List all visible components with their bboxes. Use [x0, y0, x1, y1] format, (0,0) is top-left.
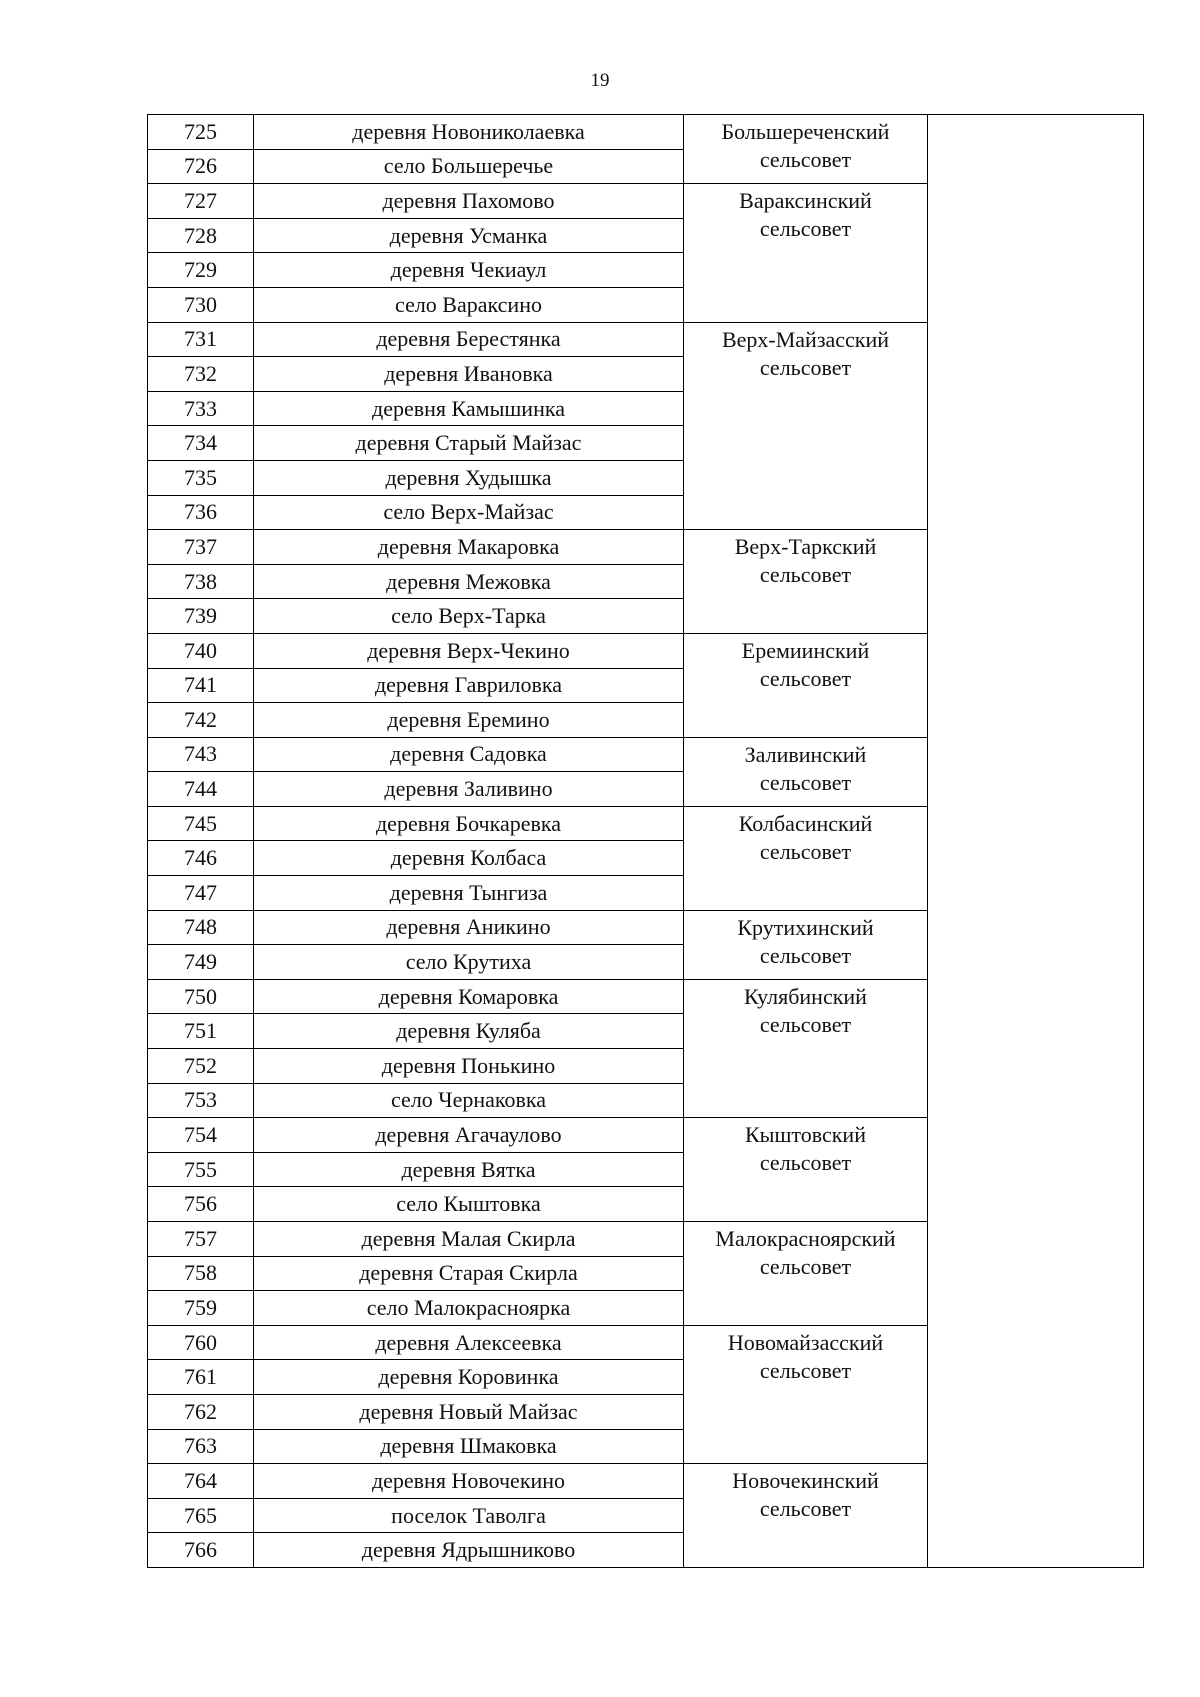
settlement-name: деревня Понькино: [254, 1049, 684, 1084]
council-name-line: Большереченский: [721, 119, 890, 144]
settlement-name: село Малокрасноярка: [254, 1291, 684, 1326]
settlement-name: деревня Тынгиза: [254, 876, 684, 911]
settlement-name: деревня Старый Майзас: [254, 426, 684, 461]
settlement-name: деревня Вятка: [254, 1152, 684, 1187]
settlement-number: 741: [148, 668, 254, 703]
settlement-name: село Чернаковка: [254, 1083, 684, 1118]
council-name: [684, 737, 928, 806]
settlement-number: 758: [148, 1256, 254, 1291]
settlement-name: поселок Таволга: [254, 1498, 684, 1533]
council-name-line: Малокрасноярский: [715, 1226, 896, 1251]
settlement-number: 738: [148, 564, 254, 599]
settlement-number: 736: [148, 495, 254, 530]
council-name-line: Новомайзасский: [727, 1329, 884, 1355]
settlement-name: деревня Худышка: [254, 460, 684, 495]
settlement-number: 752: [148, 1049, 254, 1084]
settlement-name: деревня Агачаулово: [254, 1118, 684, 1153]
settlement-number: 750: [148, 979, 254, 1014]
settlement-number: 730: [148, 287, 254, 322]
council-name-line: сельсовет: [759, 769, 852, 795]
council-name: [684, 115, 928, 184]
settlement-number: 743: [148, 737, 254, 772]
council-name: [684, 806, 928, 910]
council-name-line: Крутихинский: [737, 914, 874, 940]
settlement-number: 762: [148, 1394, 254, 1429]
council-name-line: Новочекинский: [732, 1468, 879, 1494]
council-name: [684, 633, 928, 737]
council-name: [684, 530, 928, 634]
settlement-name: село Крутиха: [254, 945, 684, 980]
settlements-table-body: [148, 115, 1144, 1568]
settlement-name: деревня Садовка: [254, 737, 684, 772]
settlement-number: 755: [148, 1152, 254, 1187]
settlement-number: 753: [148, 1083, 254, 1118]
council-name-line: Кыштовский: [745, 1122, 866, 1148]
council-name: [684, 322, 928, 530]
settlements-table: [147, 114, 1144, 1568]
council-name-line: сельсовет: [759, 1150, 852, 1176]
council-name-line: сельсовет: [759, 1254, 852, 1279]
settlement-name: деревня Комаровка: [254, 979, 684, 1014]
settlement-name: деревня Малая Скирла: [254, 1222, 684, 1257]
council-name-line: сельсовет: [759, 354, 852, 380]
settlement-name: деревня Гавриловка: [254, 668, 684, 703]
settlement-number: 749: [148, 945, 254, 980]
settlement-name: село Верх-Майзас: [254, 495, 684, 530]
settlement-number: 756: [148, 1187, 254, 1222]
settlement-name: деревня Чекиаул: [254, 253, 684, 288]
settlement-number: 759: [148, 1291, 254, 1326]
settlement-number: 732: [148, 357, 254, 392]
council-name-line: сельсовет: [759, 562, 852, 588]
settlement-number: 757: [148, 1222, 254, 1257]
council-name-line: сельсовет: [759, 1496, 852, 1522]
settlement-name: деревня Куляба: [254, 1014, 684, 1049]
council-name-line: сельсовет: [759, 665, 852, 691]
council-name-line: Заливинский: [744, 741, 867, 767]
settlement-name: деревня Новый Майзас: [254, 1394, 684, 1429]
settlement-number: 734: [148, 426, 254, 461]
settlement-name: деревня Алексеевка: [254, 1325, 684, 1360]
settlement-name: деревня Шмаковка: [254, 1429, 684, 1464]
settlement-number: 733: [148, 391, 254, 426]
settlement-name: деревня Старая Скирла: [254, 1256, 684, 1291]
settlement-name: деревня Усманка: [254, 218, 684, 253]
council-name: [684, 979, 928, 1117]
council-name: [684, 1222, 928, 1326]
settlement-number: 745: [148, 806, 254, 841]
council-name-line: сельсовет: [759, 216, 852, 242]
settlement-name: деревня Бочкаревка: [254, 806, 684, 841]
settlement-number: 727: [148, 184, 254, 219]
settlement-number: 731: [148, 322, 254, 357]
council-name-line: Верх-Таркский: [734, 534, 877, 560]
council-name-line: сельсовет: [759, 1357, 852, 1383]
settlement-number: 737: [148, 530, 254, 565]
settlement-number: 729: [148, 253, 254, 288]
settlement-number: 735: [148, 460, 254, 495]
settlement-number: 765: [148, 1498, 254, 1533]
settlement-number: 747: [148, 876, 254, 911]
settlement-name: село Кыштовка: [254, 1187, 684, 1222]
settlement-name: деревня Колбаса: [254, 841, 684, 876]
council-name-line: сельсовет: [759, 942, 852, 968]
settlement-name: деревня Новониколаевка: [254, 115, 684, 150]
settlement-number: 766: [148, 1533, 254, 1568]
settlement-name: деревня Камышинка: [254, 391, 684, 426]
settlement-name: деревня Пахомово: [254, 184, 684, 219]
settlement-number: 726: [148, 149, 254, 184]
table-row: [148, 115, 1144, 150]
settlement-name: деревня Берестянка: [254, 322, 684, 357]
settlement-number: 748: [148, 910, 254, 945]
settlement-number: 761: [148, 1360, 254, 1395]
settlement-name: деревня Межовка: [254, 564, 684, 599]
settlement-number: 744: [148, 772, 254, 807]
settlement-number: 760: [148, 1325, 254, 1360]
council-name-line: сельсовет: [759, 1011, 852, 1037]
council-name: [684, 1118, 928, 1222]
settlement-name: село Большеречье: [254, 149, 684, 184]
settlement-name: село Вараксино: [254, 287, 684, 322]
settlement-number: 763: [148, 1429, 254, 1464]
settlement-name: село Верх-Тарка: [254, 599, 684, 634]
council-name: [684, 1325, 928, 1463]
council-name-line: Еремиинский: [741, 637, 870, 663]
settlement-name: деревня Ивановка: [254, 357, 684, 392]
settlement-name: деревня Макаровка: [254, 530, 684, 565]
empty-column: [928, 115, 1144, 1568]
settlement-number: 751: [148, 1014, 254, 1049]
settlement-name: деревня Верх-Чекино: [254, 633, 684, 668]
page-number: 19: [590, 70, 610, 91]
council-name: [684, 1464, 928, 1568]
council-name-line: Колбасинский: [738, 810, 873, 836]
settlement-name: деревня Новочекино: [254, 1464, 684, 1499]
council-name-line: Кулябинский: [744, 983, 867, 1009]
council-name-line: сельсовет: [759, 838, 852, 864]
council-name-line: Верх-Майзасский: [721, 326, 890, 352]
settlement-name: деревня Еремино: [254, 703, 684, 738]
council-name-line: Вараксинский: [739, 188, 872, 214]
settlement-name: деревня Аникино: [254, 910, 684, 945]
settlement-number: 764: [148, 1464, 254, 1499]
settlement-number: 728: [148, 218, 254, 253]
settlement-number: 742: [148, 703, 254, 738]
settlement-number: 740: [148, 633, 254, 668]
settlement-number: 746: [148, 841, 254, 876]
settlement-name: деревня Заливино: [254, 772, 684, 807]
council-name: [684, 184, 928, 322]
council-name: [684, 910, 928, 979]
settlement-name: деревня Ядрышниково: [254, 1533, 684, 1568]
settlement-number: 754: [148, 1118, 254, 1153]
settlement-number: 725: [148, 115, 254, 150]
council-name-line: сельсовет: [759, 147, 852, 172]
settlement-name: деревня Коровинка: [254, 1360, 684, 1395]
settlement-number: 739: [148, 599, 254, 634]
